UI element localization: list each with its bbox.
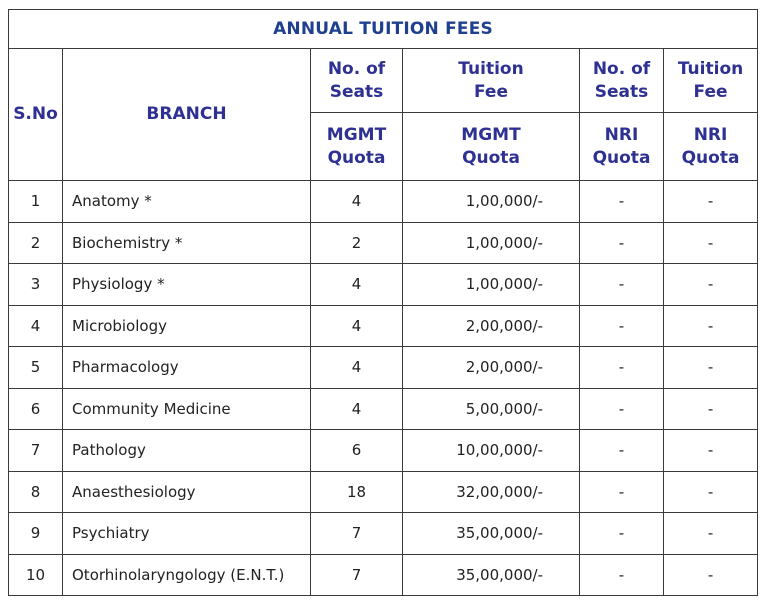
cell-sno: 3 <box>9 264 63 306</box>
cell-nri-fee: - <box>664 222 758 264</box>
header-nri-fee-line1: Tuition <box>677 58 744 79</box>
cell-mgmt-fee: 35,00,000/- <box>403 554 580 596</box>
cell-sno: 9 <box>9 513 63 555</box>
header-mgmt-quota-seats-line1: MGMT <box>326 124 387 145</box>
header-sno: S.No <box>9 49 63 181</box>
header-mgmt-quota-fee-line1: MGMT <box>461 124 521 145</box>
header-mgmt-seats <box>311 49 403 113</box>
cell-branch: Psychiatry <box>63 513 311 555</box>
table-row <box>9 347 758 389</box>
cell-branch: Pathology <box>63 430 311 472</box>
cell-sno: 1 <box>9 181 63 223</box>
header-mgmt-seats-line2: Seats <box>329 81 384 102</box>
cell-branch: Otorhinolaryngology (E.N.T.) <box>63 554 311 596</box>
cell-sno: 6 <box>9 388 63 430</box>
cell-nri-seats: - <box>580 430 664 472</box>
header-nri-seats <box>580 49 664 113</box>
cell-mgmt-seats: 4 <box>311 305 403 347</box>
cell-sno: 8 <box>9 471 63 513</box>
cell-mgmt-seats: 7 <box>311 554 403 596</box>
cell-mgmt-seats: 18 <box>311 471 403 513</box>
cell-branch: Biochemistry * <box>63 222 311 264</box>
cell-mgmt-fee: 10,00,000/- <box>403 430 580 472</box>
fees-sheet <box>8 9 757 596</box>
cell-mgmt-fee: 2,00,000/- <box>403 305 580 347</box>
header-nri-quota-fee-line2: Quota <box>681 147 740 168</box>
cell-nri-fee: - <box>664 181 758 223</box>
header-nri-quota-seats <box>580 113 664 181</box>
cell-nri-seats: - <box>580 222 664 264</box>
table-row <box>9 430 758 472</box>
header-mgmt-fee-line1: Tuition <box>458 58 524 79</box>
cell-nri-seats: - <box>580 388 664 430</box>
cell-mgmt-fee: 2,00,000/- <box>403 347 580 389</box>
cell-mgmt-seats: 7 <box>311 513 403 555</box>
header-mgmt-quota-fee-line2: Quota <box>462 147 520 168</box>
cell-nri-fee: - <box>664 471 758 513</box>
table-row <box>9 264 758 306</box>
cell-nri-fee: - <box>664 554 758 596</box>
cell-mgmt-fee: 5,00,000/- <box>403 388 580 430</box>
header-mgmt-quota-seats <box>311 113 403 181</box>
table-row <box>9 388 758 430</box>
fees-table <box>8 9 758 596</box>
cell-nri-seats: - <box>580 513 664 555</box>
cell-mgmt-seats: 4 <box>311 181 403 223</box>
cell-nri-fee: - <box>664 264 758 306</box>
cell-branch: Anatomy * <box>63 181 311 223</box>
cell-nri-seats: - <box>580 471 664 513</box>
cell-branch: Community Medicine <box>63 388 311 430</box>
header-mgmt-quota-fee <box>403 113 580 181</box>
cell-nri-fee: - <box>664 430 758 472</box>
header-nri-quota-fee <box>664 113 758 181</box>
cell-nri-seats: - <box>580 305 664 347</box>
cell-mgmt-fee: 35,00,000/- <box>403 513 580 555</box>
cell-nri-fee: - <box>664 388 758 430</box>
header-mgmt-quota-seats-line2: Quota <box>327 147 386 168</box>
cell-nri-seats: - <box>580 347 664 389</box>
cell-sno: 5 <box>9 347 63 389</box>
cell-mgmt-fee: 1,00,000/- <box>403 264 580 306</box>
cell-mgmt-seats: 2 <box>311 222 403 264</box>
header-nri-fee-line2: Fee <box>693 81 728 102</box>
cell-mgmt-seats: 6 <box>311 430 403 472</box>
header-nri-quota-fee-line1: NRI <box>693 124 728 145</box>
header-nri-quota-seats-line1: NRI <box>604 124 639 145</box>
cell-sno: 7 <box>9 430 63 472</box>
table-row <box>9 222 758 264</box>
cell-mgmt-fee: 32,00,000/- <box>403 471 580 513</box>
cell-mgmt-fee: 1,00,000/- <box>403 181 580 223</box>
cell-nri-seats: - <box>580 554 664 596</box>
cell-sno: 10 <box>9 554 63 596</box>
table-row <box>9 181 758 223</box>
cell-nri-seats: - <box>580 264 664 306</box>
cell-sno: 2 <box>9 222 63 264</box>
cell-branch: Pharmacology <box>63 347 311 389</box>
cell-mgmt-fee: 1,00,000/- <box>403 222 580 264</box>
table-row <box>9 513 758 555</box>
cell-mgmt-seats: 4 <box>311 264 403 306</box>
cell-nri-fee: - <box>664 305 758 347</box>
cell-branch: Anaesthesiology <box>63 471 311 513</box>
cell-sno: 4 <box>9 305 63 347</box>
header-nri-quota-seats-line2: Quota <box>592 147 651 168</box>
header-branch: BRANCH <box>63 49 311 181</box>
table-row <box>9 554 758 596</box>
header-mgmt-seats-line1: No. of <box>327 58 386 79</box>
header-mgmt-fee <box>403 49 580 113</box>
cell-mgmt-seats: 4 <box>311 347 403 389</box>
cell-branch: Physiology * <box>63 264 311 306</box>
cell-nri-seats: - <box>580 181 664 223</box>
header-nri-seats-line1: No. of <box>592 58 651 79</box>
cell-nri-fee: - <box>664 347 758 389</box>
table-title: ANNUAL TUITION FEES <box>9 10 758 49</box>
header-mgmt-fee-line2: Fee <box>474 81 508 102</box>
cell-mgmt-seats: 4 <box>311 388 403 430</box>
header-nri-fee <box>664 49 758 113</box>
table-row <box>9 305 758 347</box>
header-nri-seats-line2: Seats <box>594 81 649 102</box>
cell-branch: Microbiology <box>63 305 311 347</box>
table-row <box>9 471 758 513</box>
cell-nri-fee: - <box>664 513 758 555</box>
